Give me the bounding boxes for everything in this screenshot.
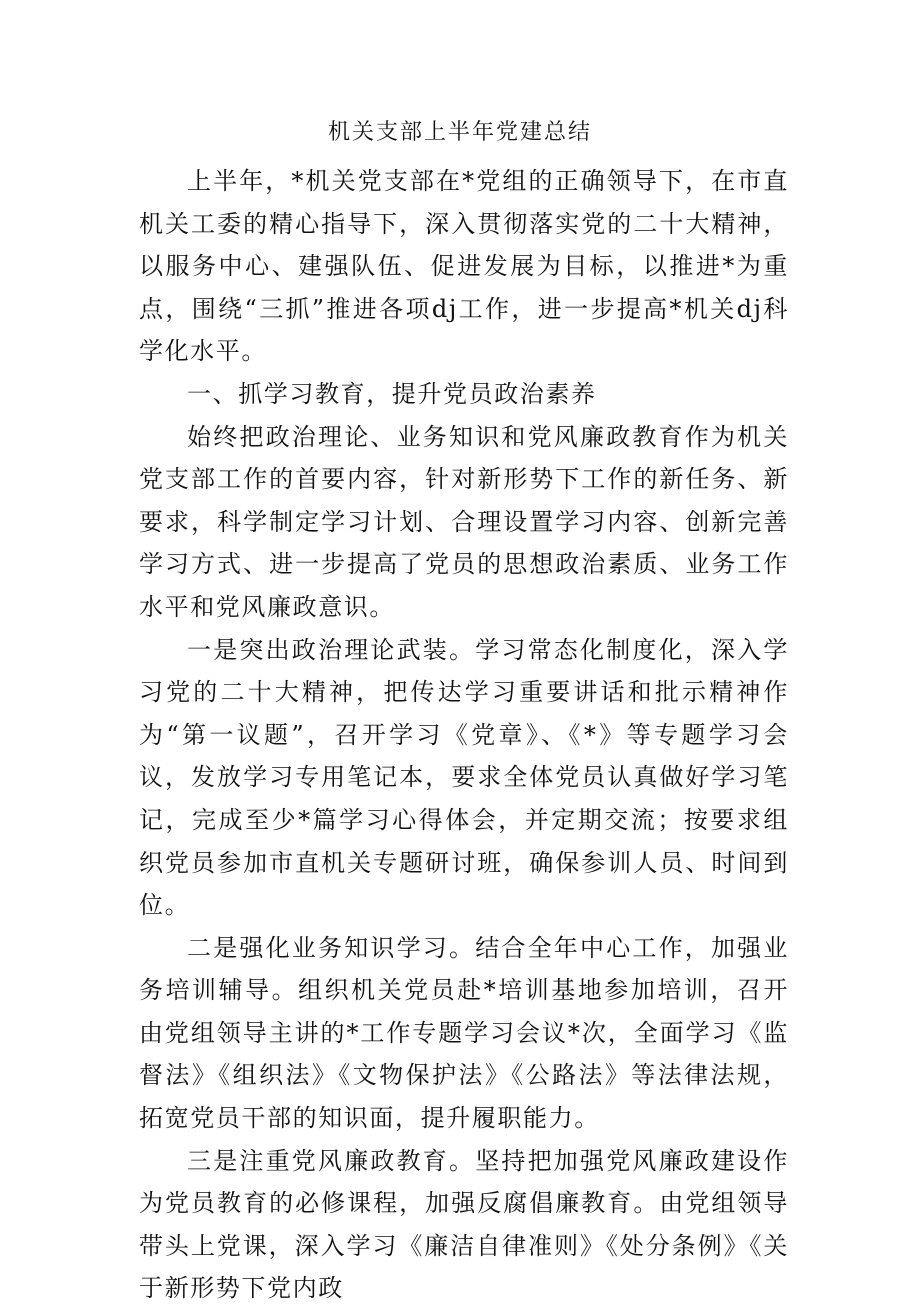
section-heading-study: 一、抓学习教育，提升党员政治素养 — [187, 379, 597, 408]
political-theory-paragraph: 一是突出政治理论武装。学习常态化制度化，深入学习党的二十大精神，把传达学习重要讲话和批示精神作为“第一议题”，召开学习《党章》、《*》等专题学习会议，发放学习专用笔记本，要求全体党员认真做好学习笔记，完成至少*篇学习心得体会，并定期交流；按要求组织党员参加市直机关专题研讨班，确保参训人员、时间到位。 — [139, 635, 789, 920]
document-title: 机关支部上半年党建总结 — [327, 120, 592, 145]
integrity-education-paragraph: 三是注重党风廉政教育。坚持把加强党风廉政建设作为党员教育的必修课程，加强反腐倡廉教育。由党组领导带头上党课，深入学习《廉洁自律准则》《处分条例》《关于新形势下党内政 — [139, 1146, 789, 1303]
study-overview-paragraph: 始终把政治理论、业务知识和党风廉政教育作为机关党支部工作的首要内容，针对新形势下工作的新任务、新要求，科学制定学习计划、合理设置学习内容、创新完善学习方式、进一步提高了党员的思想政治素质、业务工作水平和党风廉政意识。 — [139, 422, 789, 621]
business-knowledge-paragraph: 二是强化业务知识学习。结合全年中心工作，加强业务培训辅导。组织机关党员赴*培训基地参加培训，召开由党组领导主讲的*工作专题学习会议*次，全面学习《监督法》《组织法》《文物保护法》《公路法》等法律法规，拓宽党员干部的知识面，提升履职能力。 — [139, 933, 789, 1133]
intro-paragraph: 上半年，*机关党支部在*党组的正确领导下，在市直机关工委的精心指导下，深入贯彻落实党的二十大精神，以服务中心、建强队伍、促进发展为目标，以推进*为重点，围绕“三抓”推进各项dj工作，进一步提高*机关dj科学化水平。 — [139, 167, 789, 366]
document-body — [139, 160, 789, 1310]
